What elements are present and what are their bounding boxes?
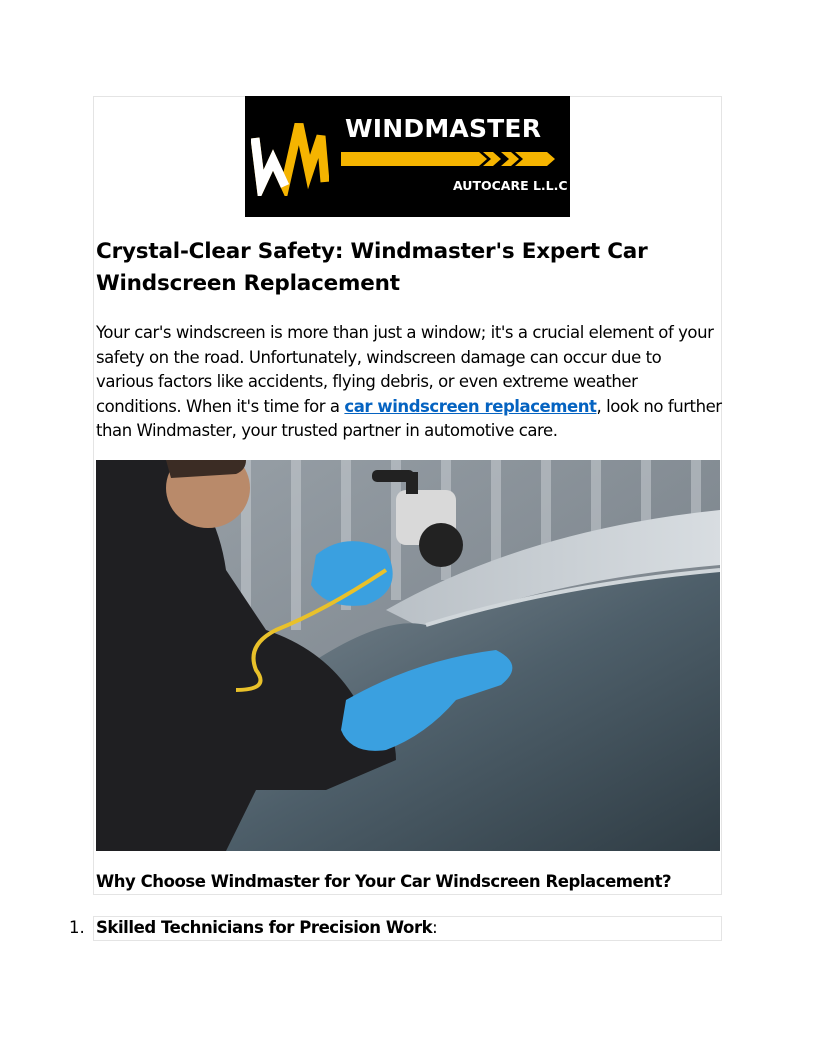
technician-windscreen-photo [96, 460, 720, 851]
page-title: Crystal-Clear Safety: Windmaster's Expert Car Windscreen Replacement [96, 239, 648, 296]
logo-subtitle: AUTOCARE L.L.C [453, 178, 568, 193]
windmaster-logo [245, 96, 570, 217]
intro-paragraph [96, 321, 722, 444]
intro-text-end: , look no further than Windmaster, your trusted partner in automotive care. [96, 396, 722, 440]
list-item-suffix: : [432, 918, 438, 937]
section-heading: Why Choose Windmaster for Your Car Windscreen Replacement? [96, 872, 672, 891]
windscreen-replacement-link[interactable]: car windscreen replacement [344, 396, 597, 416]
list-item-title: Skilled Technicians for Precision Work [96, 918, 433, 937]
intro-text-start: Your car's windscreen is more than just a window; it's a crucial element of your safety on the road. Unfortunately, windscreen damage can occur due to various factors like accidents, flying debris, or even extreme weather conditions. When it's time for a [96, 323, 714, 416]
list-item [96, 918, 437, 937]
list-item-number: 1. [69, 918, 85, 937]
wm-monogram-icon [251, 116, 329, 196]
photo-illustration [96, 460, 720, 851]
arrow-bar-icon [341, 149, 557, 169]
logo-brand-text: WINDMASTER [345, 114, 542, 143]
